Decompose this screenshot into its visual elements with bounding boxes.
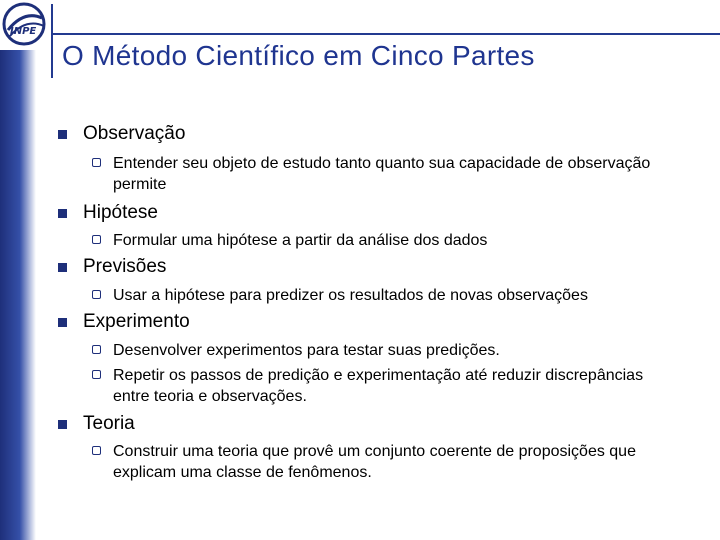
item-label: Observação (83, 123, 186, 144)
list-item (58, 311, 190, 333)
square-bullet-icon (58, 318, 67, 327)
sub-item (92, 365, 682, 407)
list-item (58, 413, 135, 435)
hollow-square-bullet-icon (92, 158, 101, 167)
item-label: Experimento (83, 311, 190, 332)
sub-item-text: Entender seu objeto de estudo tanto quanto sua capacidade de observação permite (113, 155, 651, 193)
hollow-square-bullet-icon (92, 345, 101, 354)
sub-item (92, 441, 682, 483)
hollow-square-bullet-icon (92, 290, 101, 299)
title-rule-horizontal (51, 33, 720, 35)
sub-item (92, 153, 682, 195)
sub-item (92, 340, 682, 361)
hollow-square-bullet-icon (92, 370, 101, 379)
list-item (58, 256, 166, 278)
sub-item-text: Desenvolver experimentos para testar suas predições. (113, 342, 500, 359)
title-rule-vertical (51, 4, 53, 78)
list-item (58, 202, 158, 224)
sub-item (92, 230, 682, 251)
square-bullet-icon (58, 130, 67, 139)
square-bullet-icon (58, 209, 67, 218)
page-title: O Método Científico em Cinco Partes (62, 40, 535, 71)
logo-text: INPE (10, 26, 37, 37)
item-label: Hipótese (83, 202, 158, 223)
hollow-square-bullet-icon (92, 235, 101, 244)
inpe-logo (0, 0, 52, 50)
hollow-square-bullet-icon (92, 446, 101, 455)
sub-item-text: Construir uma teoria que provê um conjunto coerente de proposições que explicam uma classe de fenômenos. (113, 443, 636, 481)
list-item (58, 123, 185, 145)
sub-item-text: Repetir os passos de predição e experimentação até reduzir discrepâncias entre teoria e observações. (113, 367, 644, 405)
square-bullet-icon (58, 263, 67, 272)
item-label: Teoria (83, 413, 135, 434)
item-label: Previsões (83, 256, 167, 277)
sidebar-gradient-bar (0, 50, 36, 540)
sub-item-text: Formular uma hipótese a partir da análise dos dados (113, 232, 488, 249)
square-bullet-icon (58, 420, 67, 429)
sub-item-text: Usar a hipótese para predizer os resultados de novas observações (113, 287, 588, 304)
sub-item (92, 285, 682, 306)
